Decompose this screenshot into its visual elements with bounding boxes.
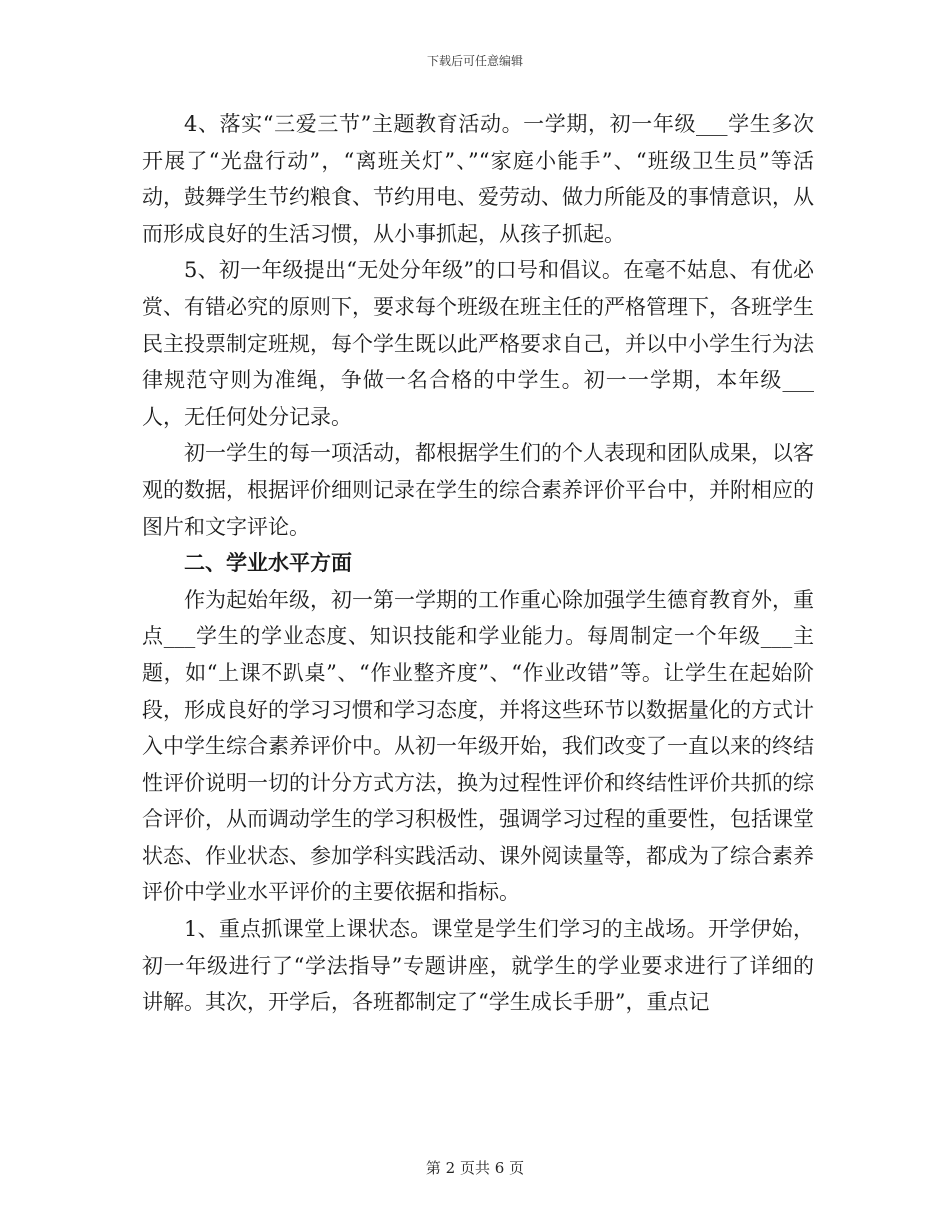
paragraph-summary: 初一学生的每一项活动，都根据学生们的个人表现和团队成果，以客观的数据，根据评价细则记录在学生的综合素养评价平台中，并附相应的图片和文字评论。 (142, 441, 814, 539)
page-header: 下载后可任意编辑 (426, 54, 523, 68)
document-body (142, 106, 814, 1021)
paragraph-item-1: 1、重点抓课堂上课状态。课堂是学生们学习的主战场。开学伊始，初一年级进行了“学法指导”专题讲座，就学生的学业要求进行了详细的讲解。其次，开学后，各班都制定了“学生成长手册”，重点记 (142, 917, 814, 1015)
paragraph-item-5: 5、初一年级提出“无处分年级”的口号和倡议。在毫不姑息、有优必赏、有错必究的原则下，要求每个班级在班主任的严格管理下，各班学生民主投票制定班规，每个学生既以此严格要求自己，并以中小学生行为法律规范守则为准绳，争做一名合格的中学生。初一一学期，本年级___人，无任何处分记录。 (142, 258, 814, 429)
section-heading-academic: 二、学业水平方面 (184, 551, 352, 576)
paragraph-academic-intro: 作为起始年级，初一第一学期的工作重心除加强学生德育教育外，重点___学生的学业态度、知识技能和学业能力。每周制定一个年级___主题，如“上课不趴桌”、“作业整齐度”、“作业改错”等。让学生在起始阶段，形成良好的学习习惯和学习态度，并将这些环节以数据量化的方式计入中学生综合素养评价中。从初一年级开始，我们改变了一直以来的终结性评价说明一切的计分方式方法，换为过程性评价和终结性评价共抓的综合评价，从而调动学生的学习积极性，强调学习过程的重要性，包括课堂状态、作业状态、参加学科实践活动、课外阅读量等，都成为了综合素养评价中学业水平评价的主要依据和指标。 (142, 587, 814, 905)
paragraph-item-4: 4、落实“三爱三节”主题教育活动。一学期，初一年级___学生多次开展了“光盘行动”，“离班关灯”、”“家庭小能手”、“班级卫生员”等活动，鼓舞学生节约粮食、节约用电、爱劳动、做力所能及的事情意识，从而形成良好的生活习惯，从小事抓起，从孩子抓起。 (142, 112, 814, 246)
page-number: 第 2 页共 6 页 (425, 1159, 525, 1177)
